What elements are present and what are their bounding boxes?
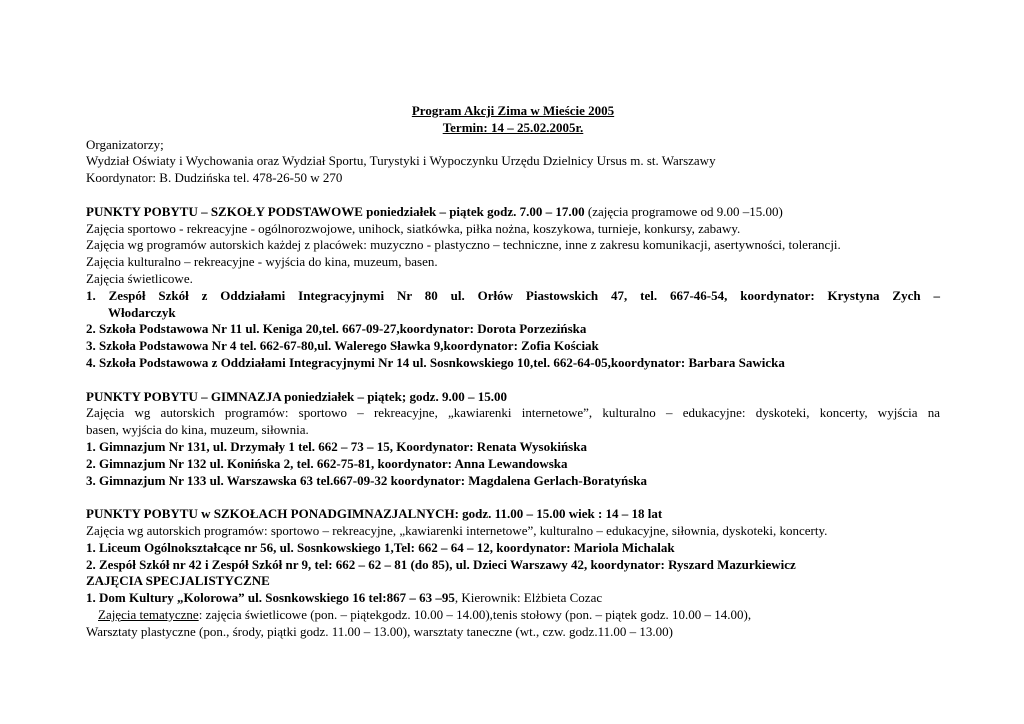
primary-activity-line: Zajęcia kulturalno – rekreacyjne - wyjścia do kina, muzeum, basen.	[86, 254, 438, 270]
coordinator-line: Koordynator: B. Dudzińska tel. 478-26-50 w 270	[86, 170, 343, 186]
primary-school-item: 2. Szkoła Podstawowa Nr 11 ul. Keniga 20,tel. 667-09-27,koordynator: Dorota Porzezińska	[86, 321, 587, 337]
primary-school-item: 4. Szkoła Podstawowa z Oddziałami Integracyjnymi Nr 14 ul. Sosnkowskiego 10,tel. 662-64-05,koordynator: Barbara Sawicka	[86, 354, 785, 370]
primary-activity-line: Zajęcia sportowo - rekreacyjne - ogólnorozwojowe, unihock, siatkówka, piłka nożna, koszykowa, turnieje, konkursy, zabawy.	[86, 220, 741, 236]
primary-heading-note: (zajęcia programowe od 9.00 –15.00)	[584, 203, 783, 219]
secondary-item: 1. Liceum Ogólnokształcące nr 56, ul. Sosnkowskiego 1,Tel: 662 – 64 – 12, koordynator: Mariola Michalak	[86, 539, 675, 555]
document-title: Program Akcji Zima w Mieście 2005	[411, 103, 615, 118]
themes-label: Zajęcia tematyczne	[98, 606, 199, 622]
special-item-bold: 1. Dom Kultury „Kolorowa” ul. Sosnkowskiego 16 tel:867 – 63 –95	[86, 590, 455, 606]
gymnasium-item: 1. Gimnazjum Nr 131, ul. Drzymały 1 tel. 662 – 73 – 15, Koordynator: Renata Wysokińska	[86, 438, 587, 454]
spacer	[86, 372, 940, 389]
gymnasium-heading: PUNKTY POBYTU – GIMNAZJA poniedziałek – piątek; godz. 9.00 – 15.00	[86, 388, 507, 404]
document-page	[86, 103, 940, 641]
gymnasium-item: 3. Gimnazjum Nr 133 ul. Warszawska 63 tel.667-09-32 koordynator: Magdalena Gerlach-Boratyńska	[86, 472, 648, 488]
themes-line	[86, 607, 940, 624]
organizers-line: Wydział Oświaty i Wychowania oraz Wydział Sportu, Turystyki i Wypoczynku Urzędu Dzielnicy Ursus m. st. Warszawy	[86, 153, 716, 169]
special-heading: ZAJĘCIA SPECJALISTYCZNE	[86, 573, 270, 589]
gymnasium-description: Zajęcia wg autorskich programów: sportowo – rekreacyjne, „kawiarenki internetowe”, kulturalno – edukacyjne: dyskoteki, koncerty, wyjścia na	[86, 405, 940, 421]
special-item	[86, 590, 940, 607]
primary-school-item-continuation: Włodarczyk	[108, 304, 176, 320]
primary-school-item: 1. Zespół Szkół z Oddziałami Integracyjnymi Nr 80 ul. Orłów Piastowskich 47, tel. 667-46-54, koordynator: Krystyna Zych –	[86, 287, 940, 303]
gymnasium-item: 2. Gimnazjum Nr 132 ul. Konińska 2, tel. 662-75-81, koordynator: Anna Lewandowska	[86, 455, 568, 471]
themes-text: : zajęcia świetlicowe (pon. – piątekgodz. 10.00 – 14.00),tenis stołowy (pon. – piątek godz. 10.00 – 14.00),	[198, 606, 752, 622]
primary-school-item: 3. Szkoła Podstawowa Nr 4 tel. 662-67-80,ul. Walerego Sławka 9,koordynator: Zofia Kościak	[86, 338, 599, 354]
secondary-item: 2. Zespół Szkół nr 42 i Zespół Szkół nr 9, tel: 662 – 62 – 81 (do 85), ul. Dzieci Warszawy 42, koordynator: Ryszard Mazurkiewicz	[86, 556, 796, 572]
primary-heading-bold: PUNKTY POBYTU – SZKOŁY PODSTAWOWE poniedziałek – piątek godz. 7.00 – 17.00	[86, 203, 585, 219]
secondary-heading: PUNKTY POBYTU w SZKOŁACH PONADGIMNAZJALNYCH: godz. 11.00 – 15.00 wiek : 14 – 18 lat	[86, 506, 663, 522]
primary-schools-heading	[86, 204, 940, 221]
secondary-description: Zajęcia wg autorskich programów: sportowo – rekreacyjne, „kawiarenki internetowe”, kulturalno – edukacyjne, siłownia, dyskoteki, koncerty.	[86, 522, 828, 538]
gymnasium-description-continuation: basen, wyjścia do kina, muzeum, siłownia.	[86, 422, 309, 438]
spacer	[86, 489, 940, 506]
special-item-rest: , Kierownik: Elżbieta Cozac	[454, 590, 603, 606]
primary-activity-line: Zajęcia wg programów autorskich każdej z placówek: muzyczno - plastyczno – techniczne, inne z zakresu komunikacji, asertywności, tolerancji.	[86, 237, 841, 253]
spacer	[86, 187, 940, 204]
document-term: Termin: 14 – 25.02.2005r.	[442, 119, 584, 135]
workshops-line: Warsztaty plastyczne (pon., środy, piątki godz. 11.00 – 13.00), warsztaty taneczne (wt., czw. godz.11.00 – 13.00)	[86, 623, 673, 639]
primary-activity-line: Zajęcia świetlicowe.	[86, 270, 193, 286]
organizers-label: Organizatorzy;	[86, 136, 164, 152]
